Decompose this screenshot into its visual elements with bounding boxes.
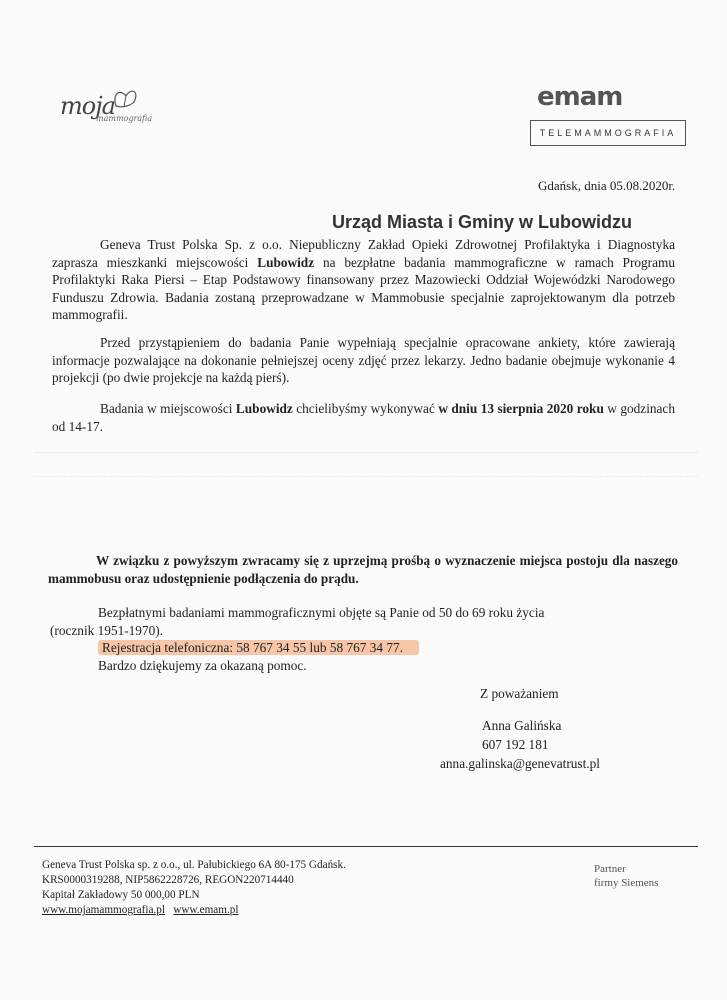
- partner-label: Partner: [594, 863, 626, 875]
- eligibility-line2: (rocznik 1951-1970).: [50, 622, 163, 638]
- footer-divider: [34, 846, 698, 847]
- schedule-a: Badania w miejscowości: [100, 401, 236, 416]
- schedule-c: chcielibyśmy wykonywać: [292, 401, 439, 416]
- schedule-date: w dniu 13 sierpnia 2020 roku: [438, 401, 604, 416]
- town-name: Lubowidz: [257, 254, 315, 270]
- paragraph-survey-text: Przed przystąpieniem do badania Panie wypełniają specjalnie opracowane ankiety, które zawierają informacje pozwalające na dokonanie pełniejszej oceny zdjęć przez lekarzy. Jedno badanie obejmuje wykonanie 4 projekcji (po dwie projekcje na każdą pierś).: [52, 335, 675, 385]
- signer-phone: 607 192 181: [482, 737, 549, 752]
- paragraph-survey: [52, 334, 675, 387]
- paragraph-intro-a: Geneva Trust Polska Sp. z o.o. Niepubliczny Zakład Opieki Zdrowotnej Profilaktyka i Diagnostyka zaprasza mieszkanki miejscowości: [52, 237, 675, 270]
- schedule-town: Lubowidz: [235, 401, 293, 416]
- partner-note: [594, 862, 658, 890]
- paragraph-intro-c: na bezpłatne badania mammograficzne w ramach Programu Profilaktyki Raka Piersi – Etap Podstawowy finansowany przez Mazowiecki Oddział Wojewódzki Narodowego Funduszu Zdrowia. Badania zostaną przeprowadzane w Mammobusie specjalnie zaprojektowanym dla potrzeb mammografii.: [52, 254, 675, 322]
- signature-block: [440, 716, 662, 773]
- paragraph-schedule: [52, 400, 675, 435]
- thanks-line: Bardzo dziękujemy za okazaną pomoc.: [98, 657, 307, 673]
- schedule-e: w godzinach od 14-17.: [52, 401, 675, 434]
- paragraph-request-text: W związku z powyższym zwracamy się z uprzejmą prośbą o wyznaczenie miejsca postoju dla naszego mammobusu oraz udostępnienie podłączenia do prądu.: [48, 553, 678, 586]
- telemammografia-label: TELEMAMMOGRAFIA: [530, 120, 686, 146]
- signer-name: Anna Galińska: [482, 718, 562, 733]
- signer-email: anna.galinska@genevatrust.pl: [440, 756, 600, 771]
- registration-phone: Rejestracja telefoniczna: 58 767 34 55 lub 58 767 34 77.: [98, 640, 419, 655]
- footer-capital: Kapitał Zakładowy 50 000,00 PLN: [42, 889, 200, 901]
- scan-artifact-line-2: [34, 476, 698, 477]
- paragraph-eligibility: [50, 604, 650, 674]
- partner-siemens: firmy Siemens: [594, 877, 659, 889]
- emam-logo: [537, 82, 667, 112]
- footer-link-mojamammografia[interactable]: www.mojamammografia.pl: [42, 904, 165, 916]
- paragraph-request: [48, 552, 678, 587]
- recipient-heading: Urząd Miasta i Gminy w Lubowidzu: [332, 212, 633, 232]
- footer-company: [42, 858, 346, 918]
- logo-script: moja: [60, 92, 115, 120]
- moja-mammografia-logo: [58, 86, 168, 136]
- letter-date: Gdańsk, dnia 05.08.2020r.: [538, 178, 676, 193]
- scan-artifact-line: [34, 452, 698, 453]
- logo-sub: mammografia: [96, 114, 153, 123]
- footer-address: Geneva Trust Polska sp. z o.o., ul. Pałubickiego 6A 80-175 Gdańsk.: [42, 859, 346, 871]
- footer-link-emam[interactable]: www.emam.pl: [173, 904, 239, 916]
- closing: Z poważaniem: [480, 686, 559, 701]
- eligibility-line1: Bezpłatnymi badaniami mammograficznymi objęte są Panie od 50 do 69 roku życia: [98, 605, 545, 620]
- footer-registry: KRS0000319288, NIP5862228726, REGON220714440: [42, 874, 294, 886]
- emam-logo-text: emam: [537, 82, 623, 112]
- paragraph-intro: [52, 236, 675, 324]
